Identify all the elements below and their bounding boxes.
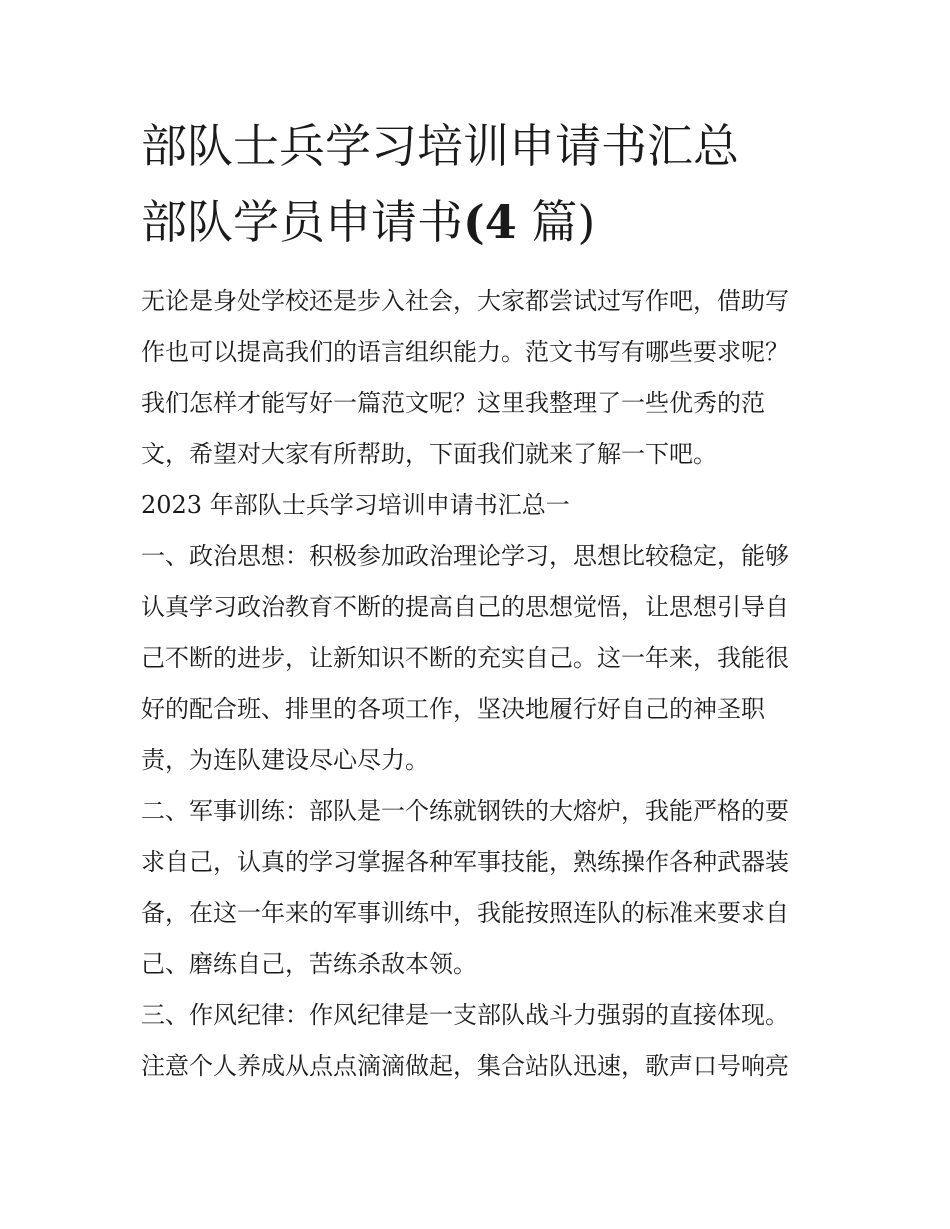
body-line: 无论是身处学校还是步入社会，大家都尝试过写作吧，借助写 — [141, 287, 789, 315]
body-line: 认真学习政治教育不断的提高自己的思想觉悟，让思想引导自 — [141, 593, 789, 621]
document-title-line-1 — [141, 118, 821, 174]
body-line: 责，为连队建设尽心尽力。 — [141, 746, 429, 774]
body-line: 三、作风纪律：作风纪律是一支部队战斗力强弱的直接体现。 — [141, 1001, 789, 1029]
title-paren-open: ( — [463, 195, 485, 249]
body-line: 备，在这一年来的军事训练中，我能按照连队的标准来要求自 — [141, 899, 789, 927]
title-paren-close: 篇) — [516, 195, 596, 249]
body-line: 作也可以提高我们的语言组织能力。范文书写有哪些要求呢？ — [141, 338, 789, 366]
body-line: 求自己，认真的学习掌握各种军事技能，熟练操作各种武器装 — [141, 848, 789, 876]
document-title-line-2 — [141, 194, 821, 250]
body-line: 己、磨练自己，苦练杀敌本领。 — [141, 950, 477, 978]
body-line: 二、军事训练：部队是一个练就钢铁的大熔炉，我能严格的要 — [141, 797, 789, 825]
body-line: 注意个人养成从点点滴滴做起，集合站队迅速，歌声口号响亮 — [141, 1052, 789, 1080]
body-line: 我们怎样才能写好一篇范文呢？这里我整理了一些优秀的范 — [141, 389, 765, 417]
body-line: 好的配合班、排里的各项工作，坚决地履行好自己的神圣职 — [141, 695, 765, 723]
title-count: 4 — [484, 195, 517, 249]
body-line: 己不断的进步，让新知识不断的充实自己。这一年来，我能很 — [141, 644, 789, 672]
body-line: 一、政治思想：积极参加政治理论学习，思想比较稳定，能够 — [141, 542, 789, 570]
document-body — [141, 276, 821, 1092]
body-line: 文，希望对大家有所帮助，下面我们就来了解一下吧。 — [141, 440, 717, 468]
section-heading: 2023 年部队士兵学习培训申请书汇总一 — [141, 491, 570, 519]
title-text-2: 部队学员申请书 — [141, 195, 463, 249]
title-text-1: 部队士兵学习培训申请书汇总 — [141, 119, 739, 173]
